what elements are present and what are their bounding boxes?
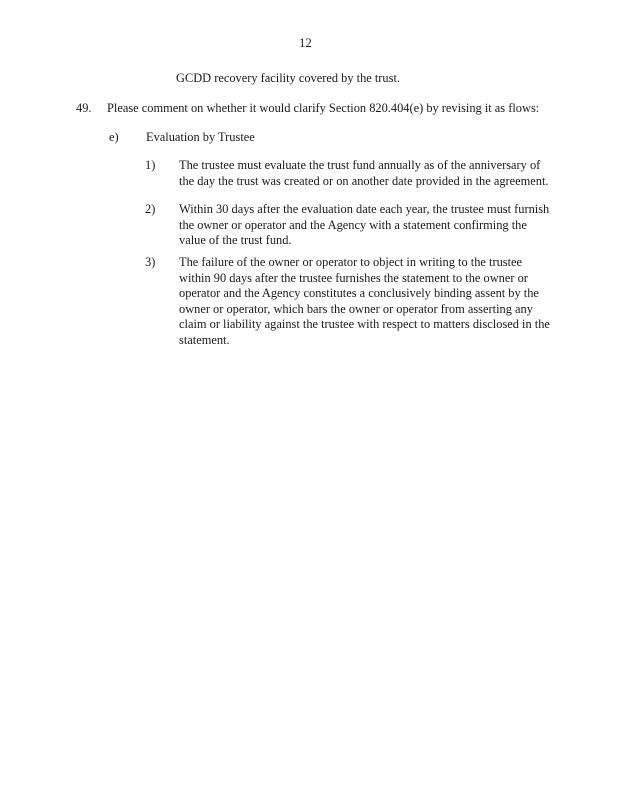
subsection-title: Evaluation by Trustee: [146, 130, 255, 144]
item-line: value of the trust fund.: [179, 233, 292, 247]
subsection-letter: e): [109, 130, 119, 144]
question-text: Please comment on whether it would clarify Section 820.404(e) by revising it as flows:: [107, 101, 540, 115]
item-line: The trustee must evaluate the trust fund annually as of the anniversary of: [179, 158, 541, 172]
item-line: the owner or operator and the Agency with a statement confirming the: [179, 217, 527, 232]
item-number: 2): [145, 202, 156, 216]
question-number: 49.: [76, 101, 92, 115]
item-number: 3): [145, 255, 156, 269]
item-line: The failure of the owner or operator to object in writing to the trustee: [179, 255, 523, 269]
item-line: within 90 days after the trustee furnishes the statement to the owner or: [179, 270, 528, 285]
item-line: the day the trust was created or on another date provided in the agreement.: [179, 173, 549, 188]
item-paragraph: [179, 202, 551, 249]
item-line: Within 30 days after the evaluation date each year, the trustee must furnish: [179, 202, 550, 216]
item-paragraph: [179, 255, 551, 348]
item-line: operator and the Agency constitutes a conclusively binding assent by the: [179, 286, 539, 300]
item-line: claim or liability against the trustee with respect to matters disclosed in the: [179, 317, 550, 331]
item-paragraph: [179, 158, 551, 189]
carry-over-line: GCDD recovery facility covered by the trust.: [176, 71, 400, 85]
item-number: 1): [145, 158, 156, 172]
page-number: 12: [299, 36, 312, 50]
item-line: owner or operator, which bars the owner or operator from asserting any: [179, 301, 533, 316]
item-line: statement.: [179, 332, 230, 347]
